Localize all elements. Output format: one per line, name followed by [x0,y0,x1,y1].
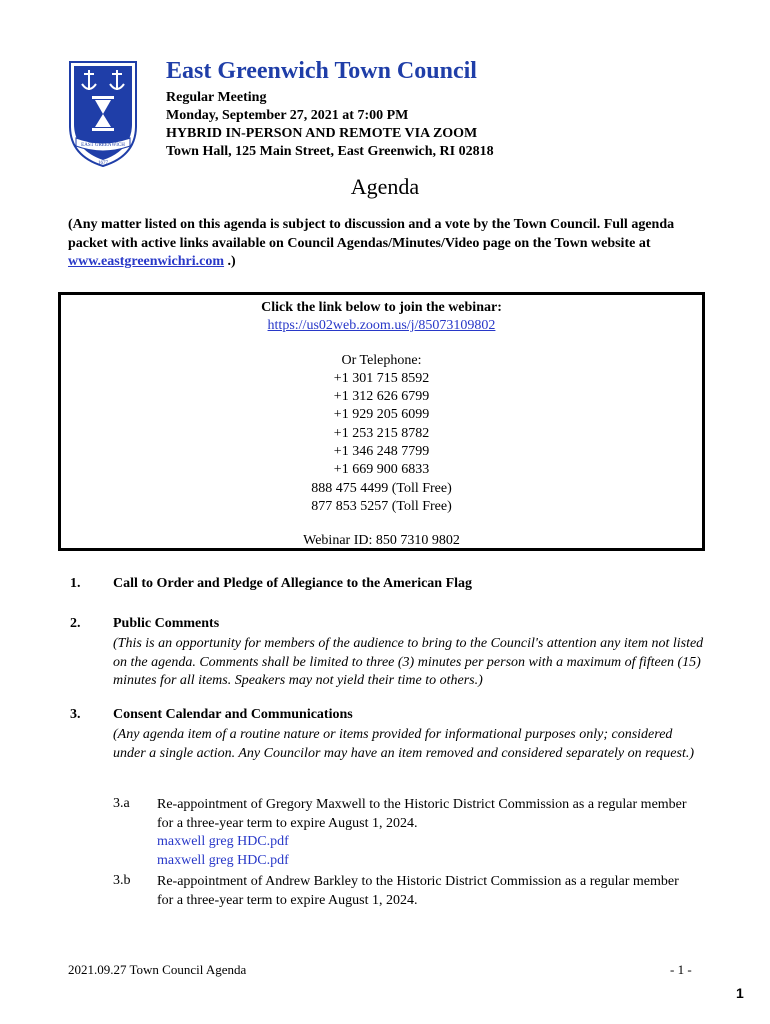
disclaimer-text: (Any matter listed on this agenda is subject to discussion and a vote by the Town Council. Full agenda packet with active links available on Council Agendas/Minutes/Video page on the Town website at [68,217,675,251]
subitem-text: Re-appointment of Andrew Barkley to the Historic District Commission as a regular member for a three-year term to expire August 1, 2024. [157,874,679,908]
agenda-title: Agenda [350,174,420,199]
meeting-location: Town Hall, 125 Main Street, East Greenwich, RI 02818 [166,144,494,159]
attachment-link[interactable]: maxwell greg HDC.pdf [157,834,289,849]
meeting-info [166,89,494,161]
phone-number: 877 853 5257 (Toll Free) [311,498,452,514]
phone-number: +1 253 215 8782 [333,425,430,441]
attachment-link[interactable]: maxwell greg HDC.pdf [157,852,289,868]
phone-number: +1 312 626 6799 [333,389,430,405]
subitem-3b [157,873,697,910]
meeting-type: Regular Meeting [166,90,267,105]
agenda-item-description: (This is an opportunity for members of the audience to bring to the Council's attention any item not listed on the agenda. Comments shall be limited to three (3) minutes per person with a maximum of fifteen (15) minutes for all items. Speakers may not yield their time to others.) [113,636,704,688]
telephone-label: Or Telephone: [341,352,422,368]
agenda-item-description: (Any agenda item of a routine nature or items provided for informational purposes only; considered under a single action. Any Councilor may have an item removed and considered separately on request.) [113,727,695,761]
phone-number: +1 669 900 6833 [333,462,430,478]
council-name: East Greenwich Town Council [166,58,477,84]
agenda-item-number: 2. [70,616,81,631]
agenda-item-title: Public Comments [113,616,220,631]
agenda-item-title: Consent Calendar and Communications [113,707,353,722]
meeting-format: HYBRID IN-PERSON AND REMOTE VIA ZOOM [166,126,478,141]
disclaimer-text-end: .) [224,254,236,269]
subitem-number: 3.b [113,873,131,888]
agenda-disclaimer [68,216,708,272]
agenda-item-number: 1. [70,576,81,591]
footer-doc-title: 2021.09.27 Town Council Agenda [68,962,247,977]
subitem-3a [157,796,697,870]
town-seal-logo [68,60,138,168]
seal-year-text: 1677 [98,161,108,166]
phone-number: 888 475 4499 (Toll Free) [311,480,452,496]
phone-number: +1 346 248 7799 [333,444,430,460]
page-number: 1 [736,985,744,1001]
subitem-text: Re-appointment of Gregory Maxwell to the Historic District Commission as a regular member for a three-year term to expire August 1, 2024. [157,797,687,831]
webinar-header: Click the link below to join the webinar: [261,300,502,315]
agenda-item-number: 3. [70,707,81,722]
meeting-date-time: Monday, September 27, 2021 at 7:00 PM [166,108,409,123]
agenda-item-title: Call to Order and Pledge of Allegiance to the American Flag [113,576,473,591]
subitem-number: 3.a [113,796,130,811]
seal-banner-text: EAST GREENWICH [81,143,125,148]
town-website-link[interactable]: www.eastgreenwichri.com [68,254,225,269]
footer-page-marker: - 1 - [670,962,692,977]
webinar-id: Webinar ID: 850 7310 9802 [303,533,460,549]
webinar-info-box [58,292,705,551]
phone-number: +1 929 205 6099 [333,407,430,423]
phone-number: +1 301 715 8592 [333,370,430,386]
zoom-webinar-link[interactable]: https://us02web.zoom.us/j/85073109802 [267,318,496,334]
